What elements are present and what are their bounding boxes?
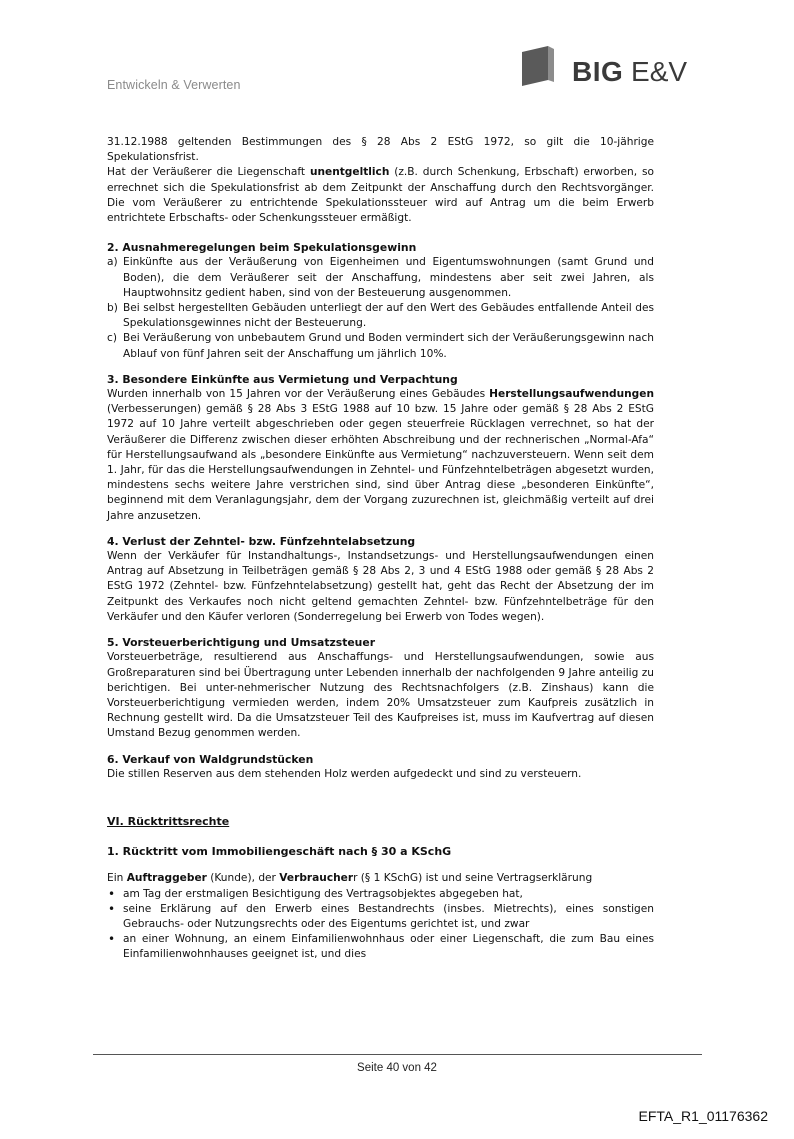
list-item: • an einer Wohnung, an einem Einfamilienwohnhaus oder einer Liegenschaft, die zum Bau eines Einfamilienwohnhauses geeignet ist, und dies — [108, 932, 654, 961]
list-item: b) Bei selbst hergestellten Gebäuden unterliegt der auf den Wert des Gebäudes entfallende Anteil des Spekulationsgewinnes nicht der Besteuerung. — [107, 302, 654, 330]
section-heading: 4. Verlust der Zehntel- bzw. Fünfzehntelabsetzung — [107, 534, 416, 548]
bullet-icon: • — [108, 901, 116, 916]
bullet-icon: • — [108, 932, 116, 947]
header-left-text: Entwickeln & Verwerten — [107, 78, 241, 92]
big-ev-logo — [522, 46, 712, 94]
list-item: a) Einkünfte aus der Veräußerung von Eigenheimen und Eigentumswohnungen (samt Grund und Boden), die dem Veräußerer seit der Anschaffung, mindestens aber seit zwei Jahren, als Hauptwohnsitz gedient haben, sind von der Besteuerung ausgenommen. — [107, 256, 654, 299]
section-5 — [107, 635, 654, 741]
list-item: c) Bei Veräußerung von unbebautem Grund und Boden vermindert sich der Veräußerungsgewinn nach Ablauf von fünf Jahren seit der Anschaffung um jährlich 10%. — [107, 332, 654, 360]
subsection-heading: 1. Rücktritt vom Immobiliengeschäft nach § 30 a KSchG — [107, 845, 452, 859]
footer-divider — [93, 1054, 702, 1055]
bullet-icon: • — [108, 886, 116, 901]
bullet-list — [107, 887, 654, 963]
document-id: EFTA_R1_01176362 — [638, 1108, 768, 1124]
paragraph: Die stillen Reserven aus dem stehenden Holz werden aufgedeckt und sind zu versteuern. — [107, 767, 582, 780]
section-heading: 6. Verkauf von Waldgrundstücken — [107, 752, 314, 766]
paragraph: Hat der Veräußerer die Liegenschaft unentgeltlich (z.B. durch Schenkung, Erbschaft) erworben, so errechnet sich die Spekulationsfrist ab dem Zeitpunkt der Anschaffung durch den Rechtsvorgänger. Die vom Veräußerer zu entrichtende Spekulationssteuer wird auf Antrag um die beim Erwerb entrichtete Erbschafts- oder Schenkungssteuer ermäßigt. — [107, 166, 654, 225]
chapter-heading: VI. Rücktrittsrechte — [107, 814, 230, 828]
paragraph: Ein Auftraggeber (Kunde), der Verbraucherr (§ 1 KSchG) ist und seine Vertragserklärung — [107, 872, 593, 885]
document-body — [107, 135, 654, 963]
list-item: • am Tag der erstmaligen Besichtigung des Vertragsobjektes abgegeben hat, — [108, 886, 523, 901]
logo-mark-icon — [522, 46, 554, 86]
section-heading: 5. Vorsteuerberichtigung und Umsatzsteuer — [107, 636, 376, 650]
paragraph: Vorsteuerbeträge, resultierend aus Anschaffungs- und Herstellungsaufwendungen, sowie aus Großreparaturen sind bei Übertragung unter Lebenden innerhalb der nachfolgenden 9 Jahre anteilig zu berichtigen. Bei unter-nehmerischer Nutzung des Rechtsnachfolgers (z.B. Zinshaus) kann die Vorsteuerberichtigung vermieden werden, indem 20% Umsatzsteuer zum Kaufpreis zusätzlich in Rechnung gestellt wird. Da die Umsatzsteuer Teil des Kaufpreises ist, muss im Kaufvertrag auf diesen Umstand Bezug genommen werden. — [107, 651, 654, 740]
list-item: • seine Erklärung auf den Erwerb eines Bestandrechts (insbes. Mietrechts), eines sonstigen Gebrauchs- oder Nutzungsrechts oder des Eigentums gerichtet ist, und zwar — [108, 901, 654, 930]
section-heading: 3. Besondere Einkünfte aus Vermietung und Verpachtung — [107, 372, 458, 386]
logo-text: BIG E&V — [572, 56, 688, 87]
section-4 — [107, 534, 654, 625]
section-6 — [107, 752, 654, 782]
paragraph: 31.12.1988 geltenden Bestimmungen des § 28 Abs 2 EStG 1972, so gilt die 10-jährige Spekulationsfrist. — [107, 136, 654, 164]
page-number: Seite 40 von 42 — [357, 1062, 437, 1074]
section-2 — [107, 240, 654, 362]
paragraph: Wurden innerhalb von 15 Jahren vor der Veräußerung eines Gebäudes Herstellungsaufwendungen (Verbesserungen) gemäß § 28 Abs 3 EStG 1988 auf 10 bzw. 15 Jahre oder gemäß § 28 Abs 2 EStG 1972 auf 10 Jahre verteilt abgeschrieben oder gegen steuerfreie Rücklagen verrechnet, so hat der Veräußerer die Differenz zwischen dieser erhöhten Abschreibung und der rechnerischen „Normal-Afa“ für Herstellungsaufwand als „besondere Einkünfte aus Vermietung“ nachzuversteuern. Wenn seit dem 1. Jahr, für das die Herstellungsaufwendungen in Zehntel- und Fünfzehntelbeträgen abgesetzt wurden, mindestens sechs weitere Jahre verstrichen sind, sind über Antrag diese „besonderen Einkünfte“, beginnend mit dem Veranlagungsjahr, dem der Vorgang zuzurechnen ist, gleichmäßig verteilt auf drei Jahre anzusetzen. — [107, 388, 654, 522]
section-heading: 2. Ausnahmeregelungen beim Spekulationsgewinn — [107, 241, 417, 255]
exception-list — [107, 255, 654, 361]
section-3 — [107, 372, 654, 524]
paragraph: Wenn der Verkäufer für Instandhaltungs-, Instandsetzungs- und Herstellungsaufwendungen einen Antrag auf Absetzung in Teilbeträgen gemäß § 28 Abs 2, 3 und 4 EStG 1988 oder gemäß § 28 Abs 2 EStG 1972 (Zehntel- bzw. Fünfzehntelabsetzung) gestellt hat, geht das Recht der Absetzung der im Zeitpunkt des Verkaufes noch nicht geltend gemachten Zehntel- bzw. Fünfzehntelbeträge für den Verkäufer und den Käufer verloren (Sonderregelung bei Erwerb von Todes wegen). — [107, 550, 654, 623]
